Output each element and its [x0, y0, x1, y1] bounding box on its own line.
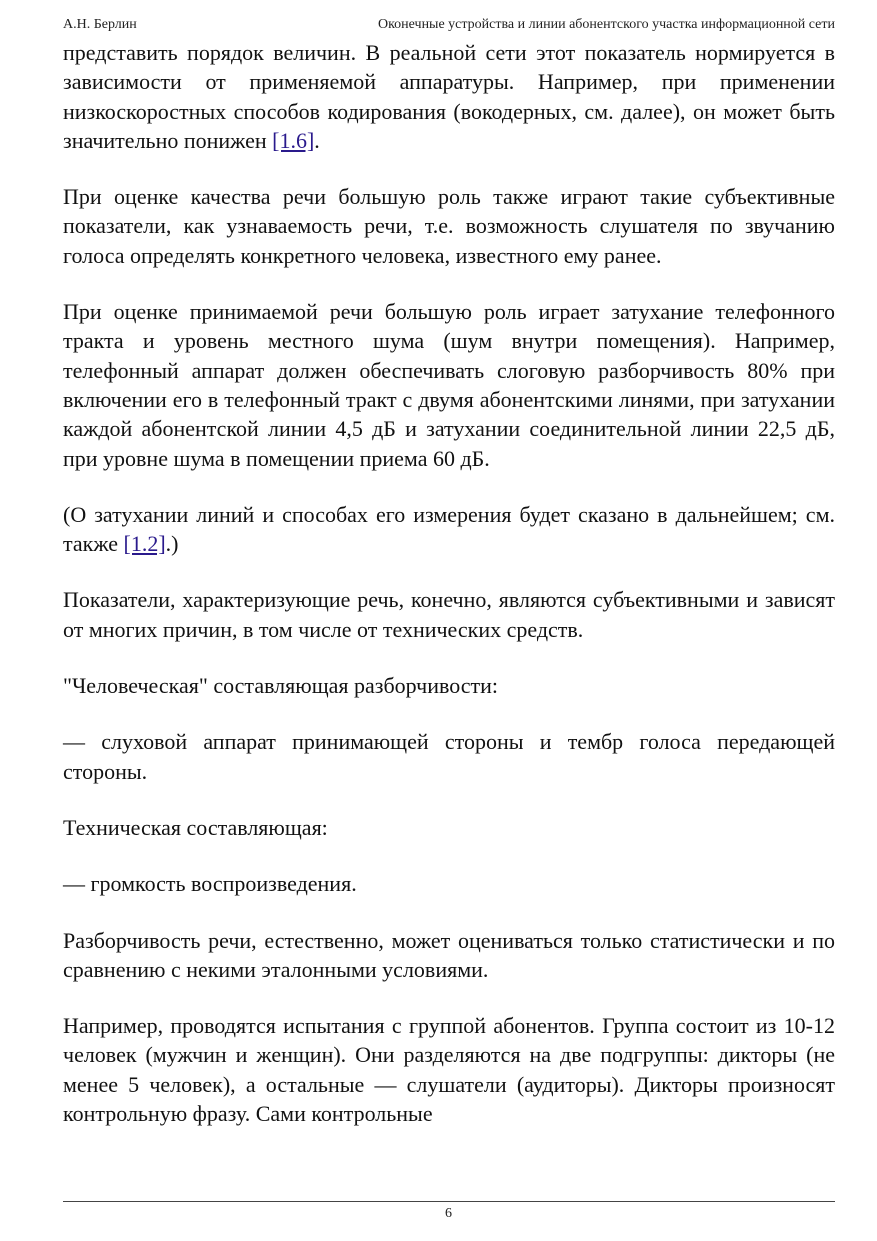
header-document-title: Оконечные устройства и линии абонентского участка информационной сети: [377, 17, 835, 32]
paragraph-text: (О затухании линий и способах его измерения будет сказано в дальнейшем; см. также: [63, 501, 835, 557]
paragraph: При оценке качества речи большую роль также играют такие субъективные показатели, как узнаваемость речи, т.е. возможность слушателя по звучанию голоса определять конкретного человека, известного ему ранее.: [63, 184, 835, 268]
page-header: [63, 15, 835, 35]
paragraph-text: .): [165, 531, 179, 557]
paragraph: [63, 500, 835, 559]
document-body: [63, 38, 835, 1155]
page-number: 6: [445, 1206, 452, 1221]
paragraph: — громкость воспроизведения.: [63, 871, 357, 897]
paragraph: Показатели, характеризующие речь, конечно, являются субъективными и зависят от многих причин, в том числе от технических средств.: [63, 587, 835, 642]
paragraph: Например, проводятся испытания с группой абонентов. Группа состоит из 10-12 человек (мужчин и женщин). Они разделяются на две подгруппы: дикторы (не менее 5 человек), а остальные — слушатели (аудиторы). Дикторы произносят контрольную фразу. Сами контрольные: [63, 1013, 835, 1127]
paragraph-text: .: [314, 127, 320, 153]
footer-divider: [63, 1201, 835, 1202]
reference-link-1-6[interactable]: [1.6]: [272, 127, 315, 153]
paragraph: Разборчивость речи, естественно, может оцениваться только статистически и по сравнению с некими эталонными условиями.: [63, 927, 835, 982]
paragraph: [63, 38, 835, 155]
header-author: А.Н. Берлин: [63, 17, 137, 32]
paragraph: "Человеческая" составляющая разборчивости:: [63, 673, 499, 699]
reference-link-1-2[interactable]: [1.2]: [123, 531, 166, 557]
paragraph: — слуховой аппарат принимающей стороны и тембр голоса передающей стороны.: [63, 729, 835, 784]
paragraph: При оценке принимаемой речи большую роль играет затухание телефонного тракта и уровень местного шума (шум внутри помещения). Например, телефонный аппарат должен обеспечивать слоговую разборчивость 80% при включении его в телефонный тракт с двумя абонентскими линями, при затухании каждой абонентской линии 4,5 дБ и затухании соединительной линии 22,5 дБ, при уровне шума в помещении приема 60 дБ.: [63, 299, 835, 471]
paragraph: Техническая составляющая:: [63, 814, 328, 840]
paragraph-text: представить порядок величин. В реальной сети этот показатель нормируется в зависимости от применяемой аппаратуры. Например, при применении низкоскоростных способов кодирования (вокодерных, см. далее), он может быть значительно понижен: [63, 40, 835, 153]
